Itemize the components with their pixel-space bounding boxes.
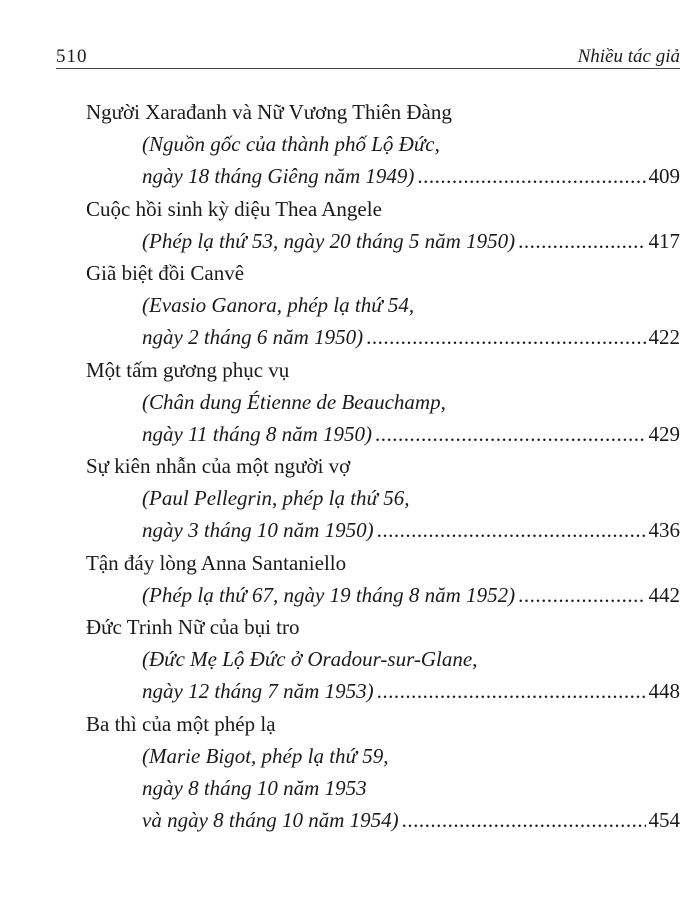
dot-leader bbox=[402, 804, 646, 836]
entry-title: Tận đáy lòng Anna Santaniello bbox=[86, 550, 347, 575]
entry-last-line bbox=[86, 579, 680, 611]
dot-leader bbox=[366, 321, 645, 353]
entry-subtitle-line: (Paul Pellegrin, phép lạ thứ 56, bbox=[142, 486, 410, 511]
entry-page-number: 448 bbox=[648, 679, 680, 704]
entry-last-line bbox=[86, 675, 680, 707]
entry-subtitle-line: (Chân dung Étienne de Beauchamp, bbox=[142, 389, 446, 414]
entry-subtitle-line: (Phép lạ thứ 67, ngày 19 tháng 8 năm 1952) bbox=[142, 582, 516, 607]
entry-subtitle-line: (Đức Mẹ Lộ Đức ở Oradour-sur-Glane, bbox=[142, 647, 478, 672]
toc-entry bbox=[86, 96, 680, 193]
entry-title: Một tấm gương phục vụ bbox=[86, 357, 290, 382]
toc-entry bbox=[86, 354, 680, 451]
toc-entry bbox=[86, 257, 680, 354]
toc-entry bbox=[86, 547, 680, 611]
toc-entry bbox=[86, 450, 680, 547]
entry-last-line bbox=[86, 418, 680, 450]
entry-title: Cuộc hồi sinh kỳ diệu Thea Angele bbox=[86, 196, 382, 221]
entry-title: Sự kiên nhẫn của một người vợ bbox=[86, 454, 351, 479]
entry-page-number: 454 bbox=[648, 808, 680, 833]
entry-subtitle-line: ngày 12 tháng 7 năm 1953) bbox=[142, 679, 374, 704]
entry-page-number: 422 bbox=[648, 325, 680, 350]
dot-leader bbox=[518, 225, 645, 257]
entry-subtitle-line: ngày 18 tháng Giêng năm 1949) bbox=[142, 164, 415, 189]
dot-leader bbox=[417, 160, 645, 192]
entry-subtitle-line: (Phép lạ thứ 53, ngày 20 tháng 5 năm 1950) bbox=[142, 228, 516, 253]
entry-page-number: 417 bbox=[648, 228, 680, 253]
entry-page-number: 442 bbox=[648, 582, 680, 607]
page-number: 510 bbox=[56, 46, 88, 67]
entry-subtitle-line: ngày 3 tháng 10 năm 1950) bbox=[142, 518, 374, 543]
dot-leader bbox=[377, 514, 646, 546]
entry-title: Ba thì của một phép lạ bbox=[86, 711, 276, 736]
entry-subtitle-line: ngày 8 tháng 10 năm 1953 bbox=[142, 775, 367, 800]
entry-title: Đức Trinh Nữ của bụi tro bbox=[86, 615, 300, 639]
entry-subtitle-line: ngày 11 tháng 8 năm 1950) bbox=[142, 421, 373, 446]
entry-title: Người Xarađanh và Nữ Vương Thiên Đàng bbox=[86, 100, 452, 124]
dot-leader bbox=[518, 579, 645, 611]
entry-page-number: 409 bbox=[648, 164, 680, 189]
table-of-contents bbox=[86, 96, 680, 836]
entry-last-line bbox=[86, 514, 680, 546]
dot-leader bbox=[375, 418, 645, 450]
page-header bbox=[56, 44, 680, 69]
entry-title: Giã biệt đồi Canvê bbox=[86, 260, 245, 285]
entry-page-number: 436 bbox=[648, 518, 680, 543]
entry-subtitle-line: (Evasio Ganora, phép lạ thứ 54, bbox=[142, 293, 415, 318]
toc-entry bbox=[86, 708, 680, 837]
entry-last-line bbox=[86, 160, 680, 192]
entry-last-line bbox=[86, 321, 680, 353]
toc-entry bbox=[86, 193, 680, 257]
dot-leader bbox=[377, 675, 646, 707]
running-head: Nhiều tác giả bbox=[577, 46, 680, 67]
entry-subtitle-line: (Marie Bigot, phép lạ thứ 59, bbox=[142, 743, 389, 768]
entry-last-line bbox=[86, 225, 680, 257]
entry-subtitle-line: (Nguồn gốc của thành phố Lộ Đức, bbox=[142, 132, 440, 157]
entry-page-number: 429 bbox=[648, 421, 680, 446]
entry-subtitle-line: ngày 2 tháng 6 năm 1950) bbox=[142, 325, 364, 350]
entry-last-line bbox=[86, 804, 680, 836]
entry-subtitle-line: và ngày 8 tháng 10 năm 1954) bbox=[142, 808, 399, 833]
toc-entry bbox=[86, 611, 680, 708]
